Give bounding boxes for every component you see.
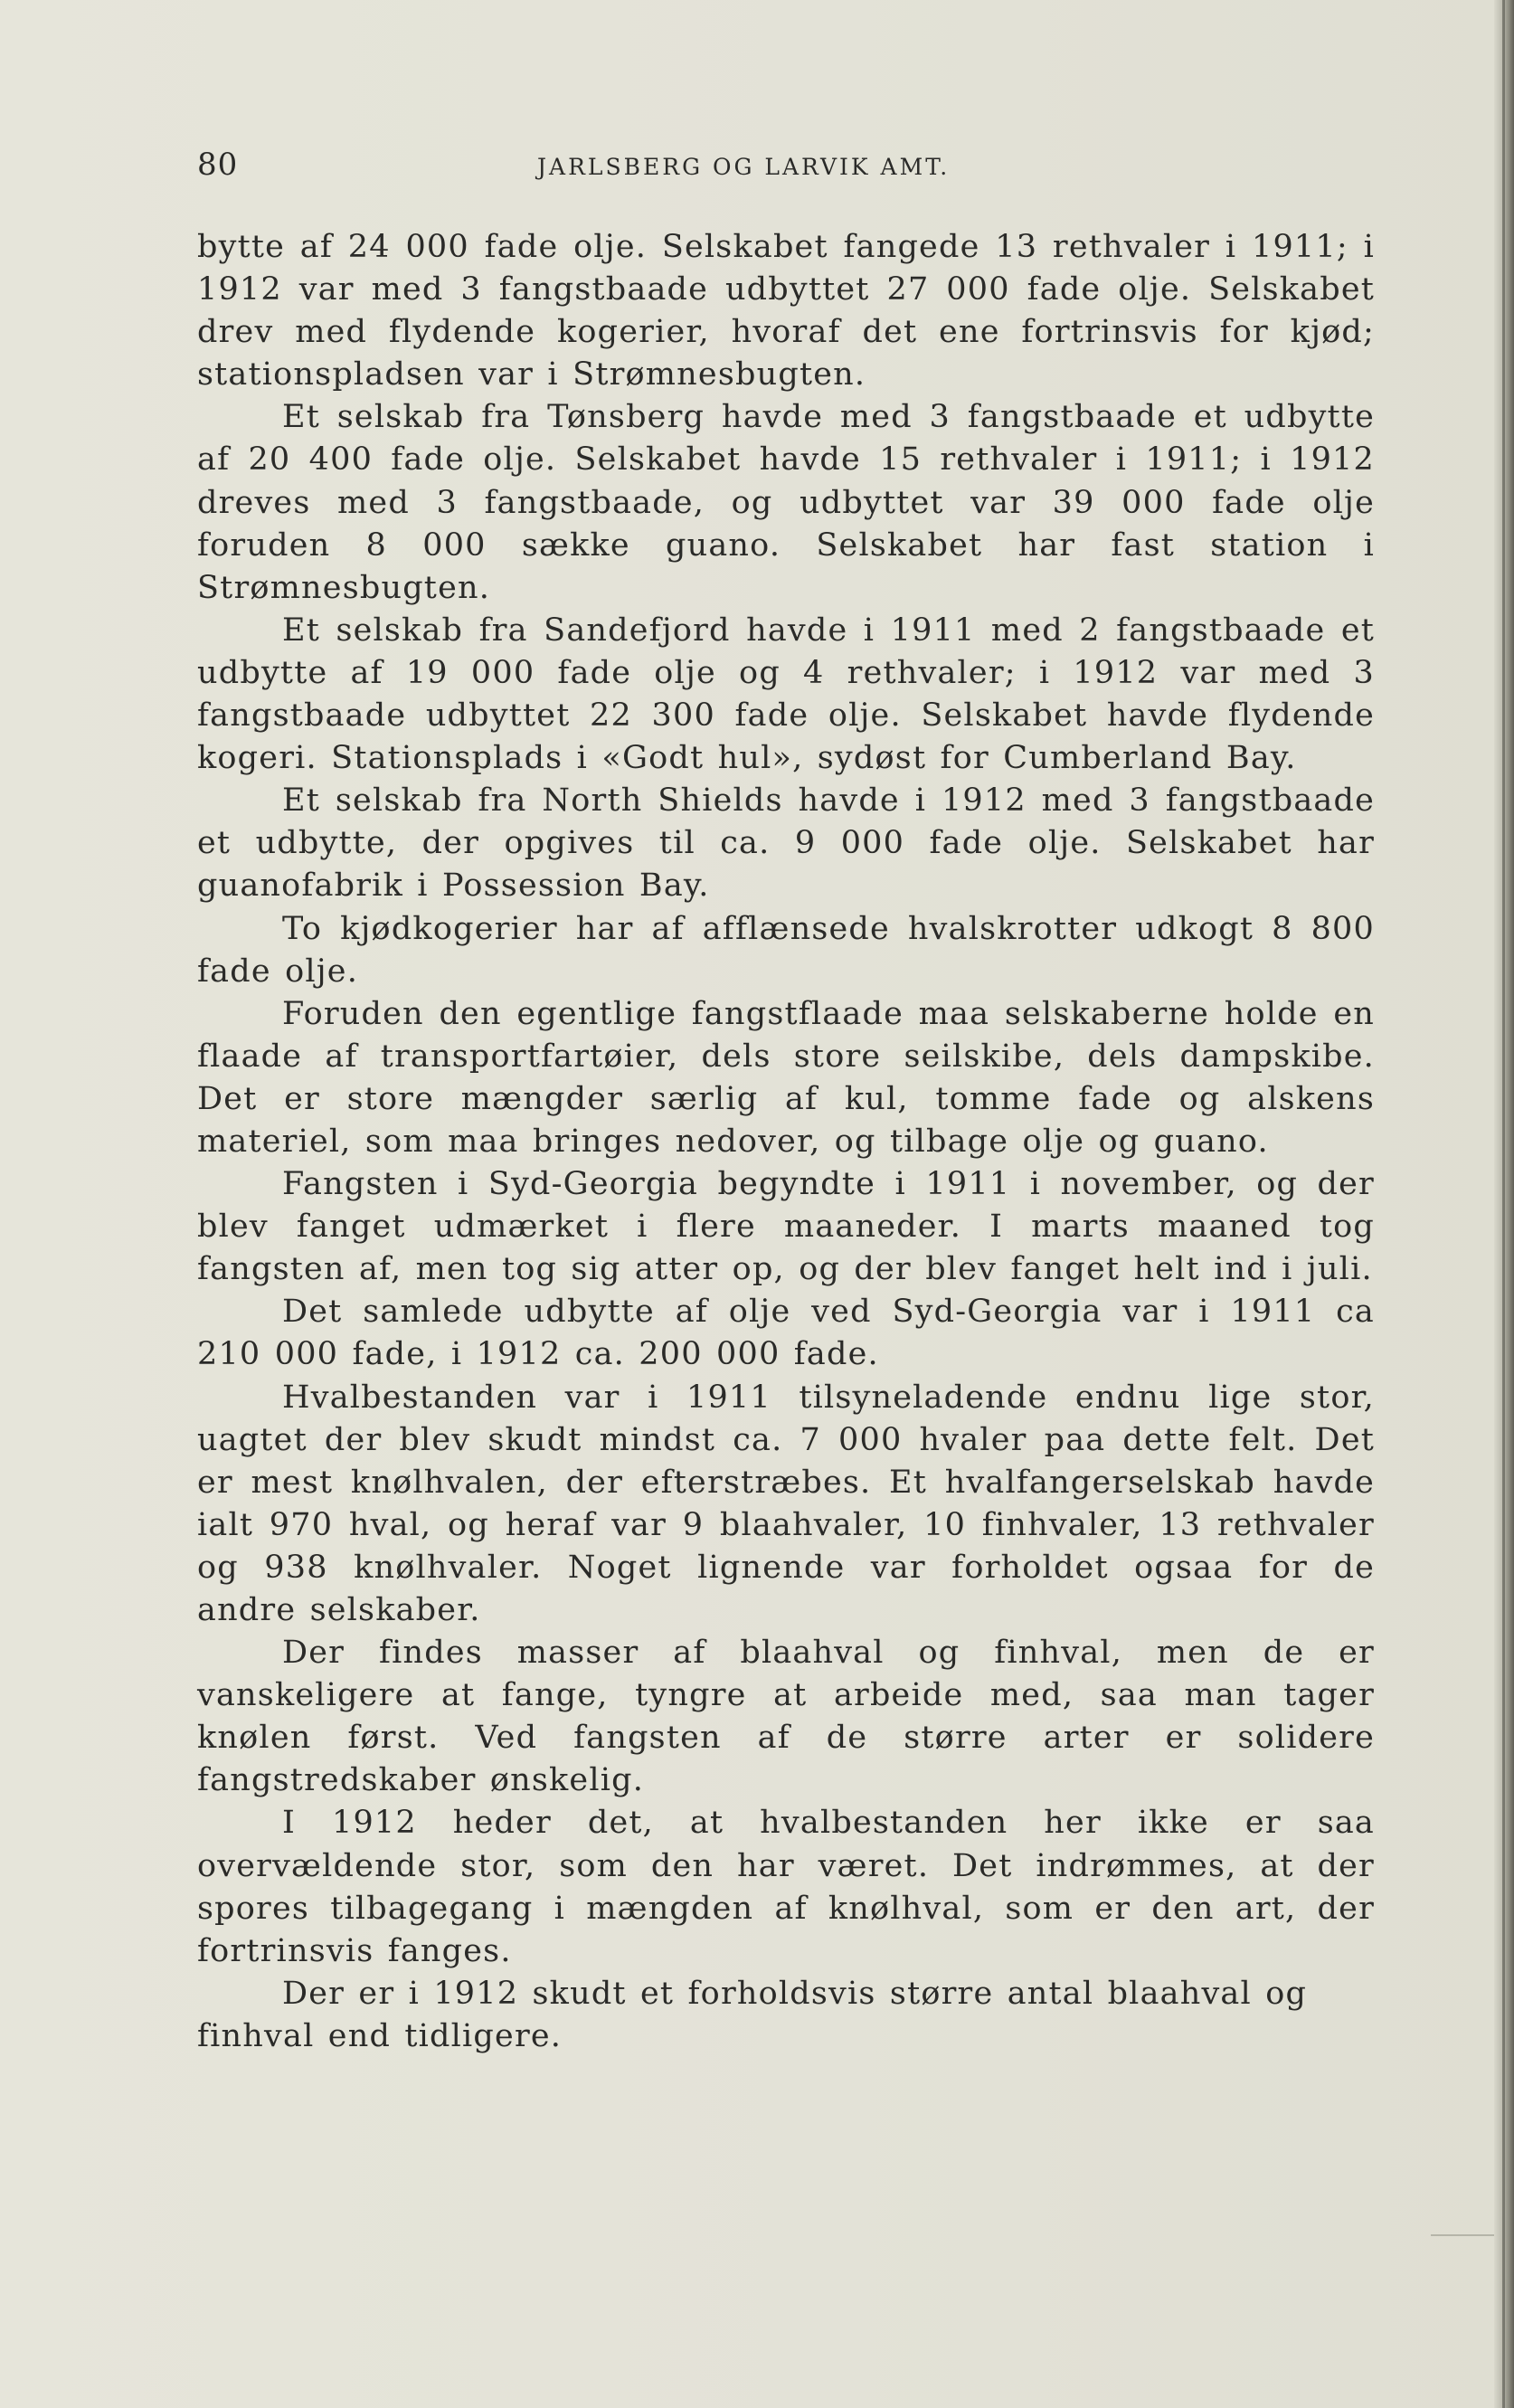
paragraph-1912-catch: Der er i 1912 skudt et forholdsvis større antal blaahval og finhval end tidligere. [197, 1975, 1308, 2054]
paragraph-meat-cookeries: To kjødkogerier har af afflænsede hvalskrotter udkogt 8 800 fade olje. [197, 910, 1375, 990]
paragraph-north-shields-company: Et selskab fra North Shields havde i 1912 med 3 fangstbaade et udbytte, der opgives til ca. 9 000 fade olje. Selskabet har guanofabrik i Possession Bay. [197, 782, 1375, 905]
page-number: 80 [197, 147, 239, 183]
paragraph-continued: bytte af 24 000 fade olje. Selskabet fangede 13 rethvaler i 1911; i 1912 var med 3 fangstbaade udbyttet 27 000 fade olje. Selskabet drev med flydende kogerier, hvoraf det ene fortrinsvis for kjød; stationspladsen var i Strømnesbugten. [197, 229, 1375, 393]
body-text [197, 226, 1375, 2058]
paragraph-total-yield: Det samlede udbytte af olje ved Syd-Georgia var i 1911 ca 210 000 fade, i 1912 ca. 200 000 fade. [197, 1294, 1375, 1373]
paragraph-transport-fleet: Foruden den egentlige fangstflaade maa selskaberne holde en flaade af transportfartøier, dels store seilskibe, dels dampskibe. Det er store mængder særlig af kul, tomme fade og alskens materiel, som maa bringes nedover, og tilbage olje og guano. [197, 995, 1375, 1160]
paragraph-blue-fin-whales: Der findes masser af blaahval og finhval, men de er vanskeligere at fange, tyngre at arbeide med, saa man tager knølen først. Ved fangsten af de større arter er solidere fangstredskaber ønskelig. [197, 1635, 1375, 1799]
edge-mark [1431, 2234, 1494, 2236]
paragraph-catch-season: Fangsten i Syd-Georgia begyndte i 1911 i november, og der blev fanget udmærket i flere maaneder. I marts maaned tog fangsten af, men tog sig atter op, og der blev fanget helt ind i juli. [197, 1166, 1375, 1288]
page-header [197, 147, 1375, 192]
running-head: JARLSBERG OG LARVIK AMT. [537, 154, 951, 180]
paragraph-tonsberg-company: Et selskab fra Tønsberg havde med 3 fangstbaade et udbytte af 20 400 fade olje. Selskabet havde 15 rethvaler i 1911; i 1912 dreves med 3 fangstbaade, og udbyttet var 39 000 fade olje foruden 8 000 sække guano. Selskabet har fast station i Strømnesbugten. [197, 399, 1375, 606]
paragraph-stock-decline: I 1912 heder det, at hvalbestanden her ikke er saa overvældende stor, som den har været. Det indrømmes, at der spores tilbagegang i mængden af knølhval, som er den art, der fortrinsvis fanges. [197, 1805, 1375, 1969]
paragraph-whale-stock: Hvalbestanden var i 1911 tilsyneladende endnu lige stor, uagtet der blev skudt mindst ca. 7 000 hvaler paa dette felt. Det er mest knølhvalen, der efterstræbes. Et hvalfangerselskab havde ialt 970 hval, og heraf var 9 blaahvaler, 10 finhvaler, 13 rethvaler og 938 knølhvaler. Noget lignende var forholdet ogsaa for de andre selskaber. [197, 1379, 1375, 1628]
paragraph-sandefjord-company: Et selskab fra Sandefjord havde i 1911 med 2 fangstbaade et udbytte af 19 000 fade olje og 4 rethvaler; i 1912 var med 3 fangstbaade udbyttet 22 300 fade olje. Selskabet havde flydende kogeri. Stationsplads i «Godt hul», sydøst for Cumberland Bay. [197, 611, 1375, 777]
binding-edge-line [1502, 0, 1505, 2408]
